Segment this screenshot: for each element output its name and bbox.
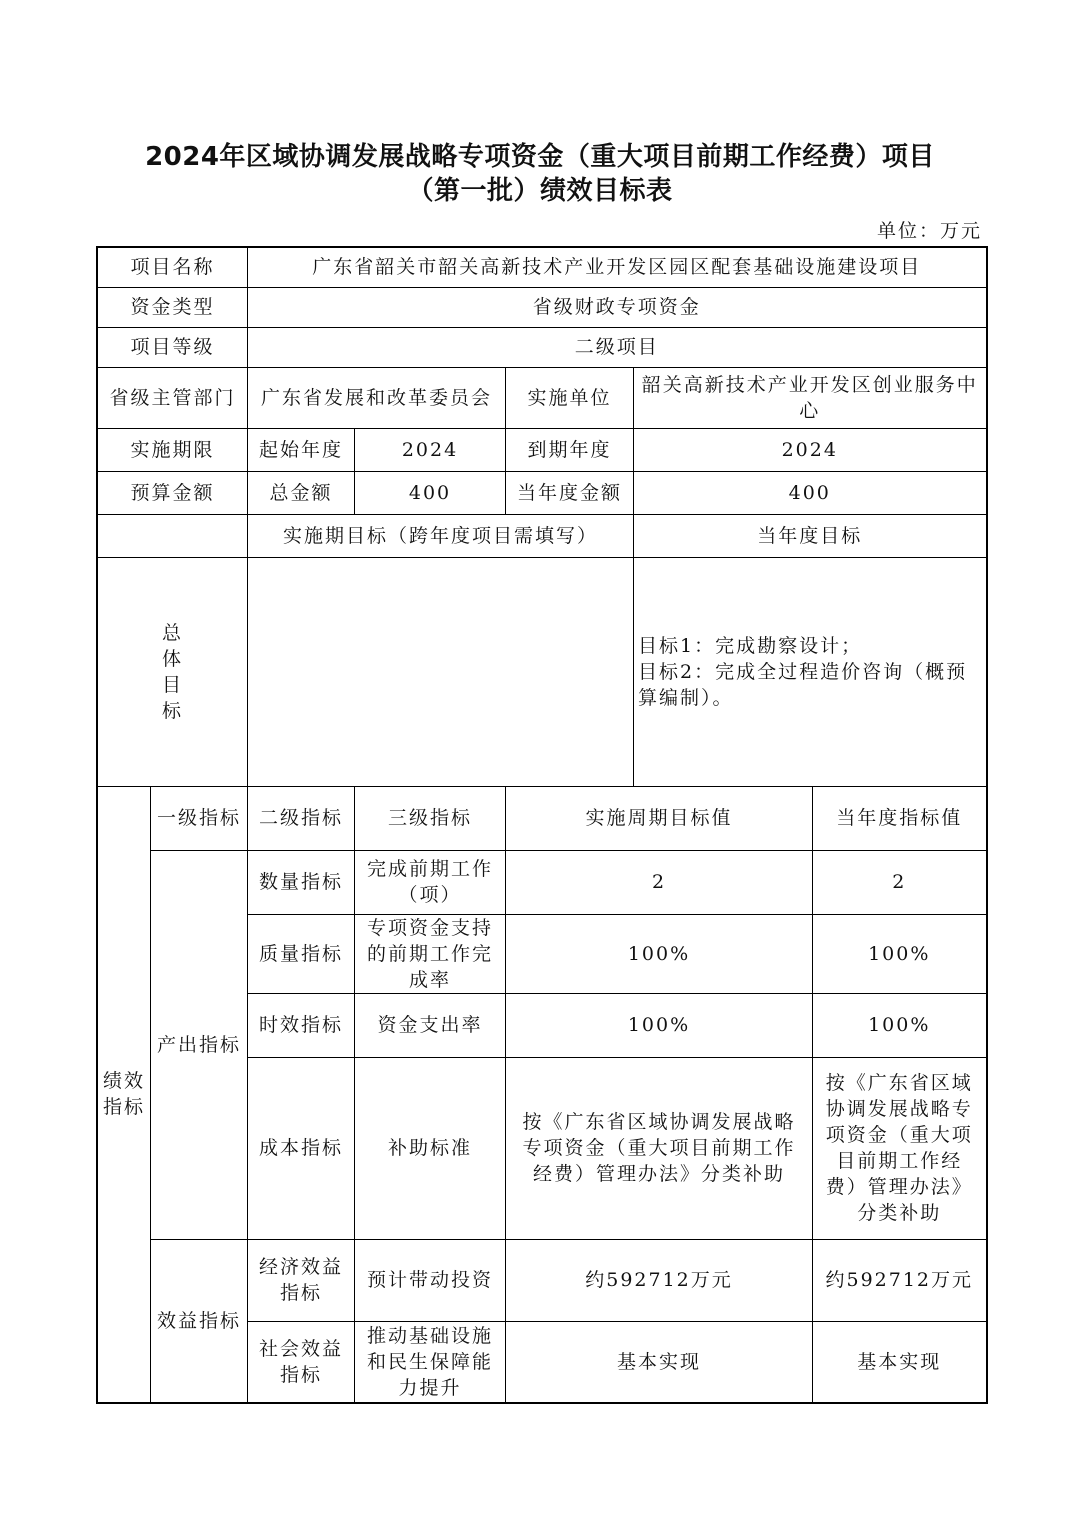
period-goal-header: 实施期目标（跨年度项目需填写） xyxy=(248,514,634,557)
period-target-cell: 2 xyxy=(506,850,813,914)
start-year-label: 起始年度 xyxy=(248,428,355,471)
row-project-level xyxy=(97,327,987,367)
level2-cell: 经济效益指标 xyxy=(248,1239,355,1321)
period-target-cell: 基本实现 xyxy=(506,1321,813,1403)
period-goal-text xyxy=(248,557,634,786)
project-level-value: 二级项目 xyxy=(248,327,987,367)
row-fund-type xyxy=(97,287,987,327)
budget-label: 预算金额 xyxy=(97,471,248,514)
performance-target-table xyxy=(96,246,988,1404)
level2-cell: 成本指标 xyxy=(248,1057,355,1239)
current-goal-line-2: 目标2：完成全过程造价咨询（概预算编制）。 xyxy=(638,660,968,709)
col-level1-header: 一级指标 xyxy=(151,786,248,850)
level2-cell: 时效指标 xyxy=(248,993,355,1057)
dept-value: 广东省发展和改革委员会 xyxy=(248,367,506,428)
level3-cell: 预计带动投资 xyxy=(355,1239,506,1321)
fund-type-label: 资金类型 xyxy=(97,287,248,327)
total-label: 总金额 xyxy=(248,471,355,514)
period-target-cell: 按《广东省区域协调发展战略专项资金（重大项目前期工作经费）管理办法》分类补助 xyxy=(506,1057,813,1239)
level2-cell: 社会效益指标 xyxy=(248,1321,355,1403)
row-indicator-headers xyxy=(97,786,987,850)
benefit-indicator-label: 效益指标 xyxy=(151,1239,248,1403)
col-current-target-header: 当年度指标值 xyxy=(813,786,987,850)
current-goal-header: 当年度目标 xyxy=(634,514,987,557)
table-row xyxy=(97,1239,987,1321)
current-target-cell: 按《广东省区域协调发展战略专项资金（重大项目前期工作经费）管理办法》分类补助 xyxy=(813,1057,987,1239)
unit-label: 单位：万元 xyxy=(876,220,982,242)
current-goal-text xyxy=(634,557,987,786)
current-year-amount-label: 当年度金额 xyxy=(506,471,634,514)
level2-cell: 质量指标 xyxy=(248,914,355,993)
current-target-cell: 100% xyxy=(813,993,987,1057)
overall-goal-label xyxy=(97,557,248,786)
period-target-cell: 100% xyxy=(506,993,813,1057)
level3-cell: 推动基础设施和民生保障能力提升 xyxy=(355,1321,506,1403)
project-name-value: 广东省韶关市韶关高新技术产业开发区园区配套基础设施建设项目 xyxy=(248,247,987,287)
end-year-label: 到期年度 xyxy=(506,428,634,471)
current-goal-line-1: 目标1：完成勘察设计； xyxy=(638,634,863,657)
impl-unit-label: 实施单位 xyxy=(506,367,634,428)
end-year-value: 2024 xyxy=(634,428,987,471)
current-target-cell: 约592712万元 xyxy=(813,1239,987,1321)
dept-label: 省级主管部门 xyxy=(97,367,248,428)
indicator-section-label-text: 绩效指标 xyxy=(102,1070,145,1119)
current-target-cell: 100% xyxy=(813,914,987,993)
document-title xyxy=(0,140,1080,208)
project-level-label: 项目等级 xyxy=(97,327,248,367)
col-level3-header: 三级指标 xyxy=(355,786,506,850)
project-name-label: 项目名称 xyxy=(97,247,248,287)
indicator-section-label xyxy=(97,786,151,1403)
table-row xyxy=(97,850,987,914)
row-budget xyxy=(97,471,987,514)
level3-cell: 补助标准 xyxy=(355,1057,506,1239)
level3-cell: 完成前期工作（项） xyxy=(355,850,506,914)
row-period xyxy=(97,428,987,471)
row-project-name xyxy=(97,247,987,287)
title-line-1: 2024年区域协调发展战略专项资金（重大项目前期工作经费）项目 xyxy=(145,142,935,172)
total-value: 400 xyxy=(355,471,506,514)
period-target-cell: 约592712万元 xyxy=(506,1239,813,1321)
title-line-2: （第一批）绩效目标表 xyxy=(407,176,673,206)
current-target-cell: 2 xyxy=(813,850,987,914)
level2-cell: 数量指标 xyxy=(248,850,355,914)
goal-header-blank xyxy=(97,514,248,557)
current-target-cell: 基本实现 xyxy=(813,1321,987,1403)
row-dept xyxy=(97,367,987,428)
period-target-cell: 100% xyxy=(506,914,813,993)
row-overall-goal xyxy=(97,557,987,786)
col-period-target-header: 实施周期目标值 xyxy=(506,786,813,850)
level3-cell: 专项资金支持的前期工作完成率 xyxy=(355,914,506,993)
start-year-value: 2024 xyxy=(355,428,506,471)
impl-unit-value: 韶关高新技术产业开发区创业服务中心 xyxy=(634,367,987,428)
level3-cell: 资金支出率 xyxy=(355,993,506,1057)
period-label: 实施期限 xyxy=(97,428,248,471)
output-indicator-label: 产出指标 xyxy=(151,850,248,1239)
overall-goal-label-text: 总体目标 xyxy=(161,621,183,722)
row-goal-headers xyxy=(97,514,987,557)
fund-type-value: 省级财政专项资金 xyxy=(248,287,987,327)
current-year-amount-value: 400 xyxy=(634,471,987,514)
col-level2-header: 二级指标 xyxy=(248,786,355,850)
